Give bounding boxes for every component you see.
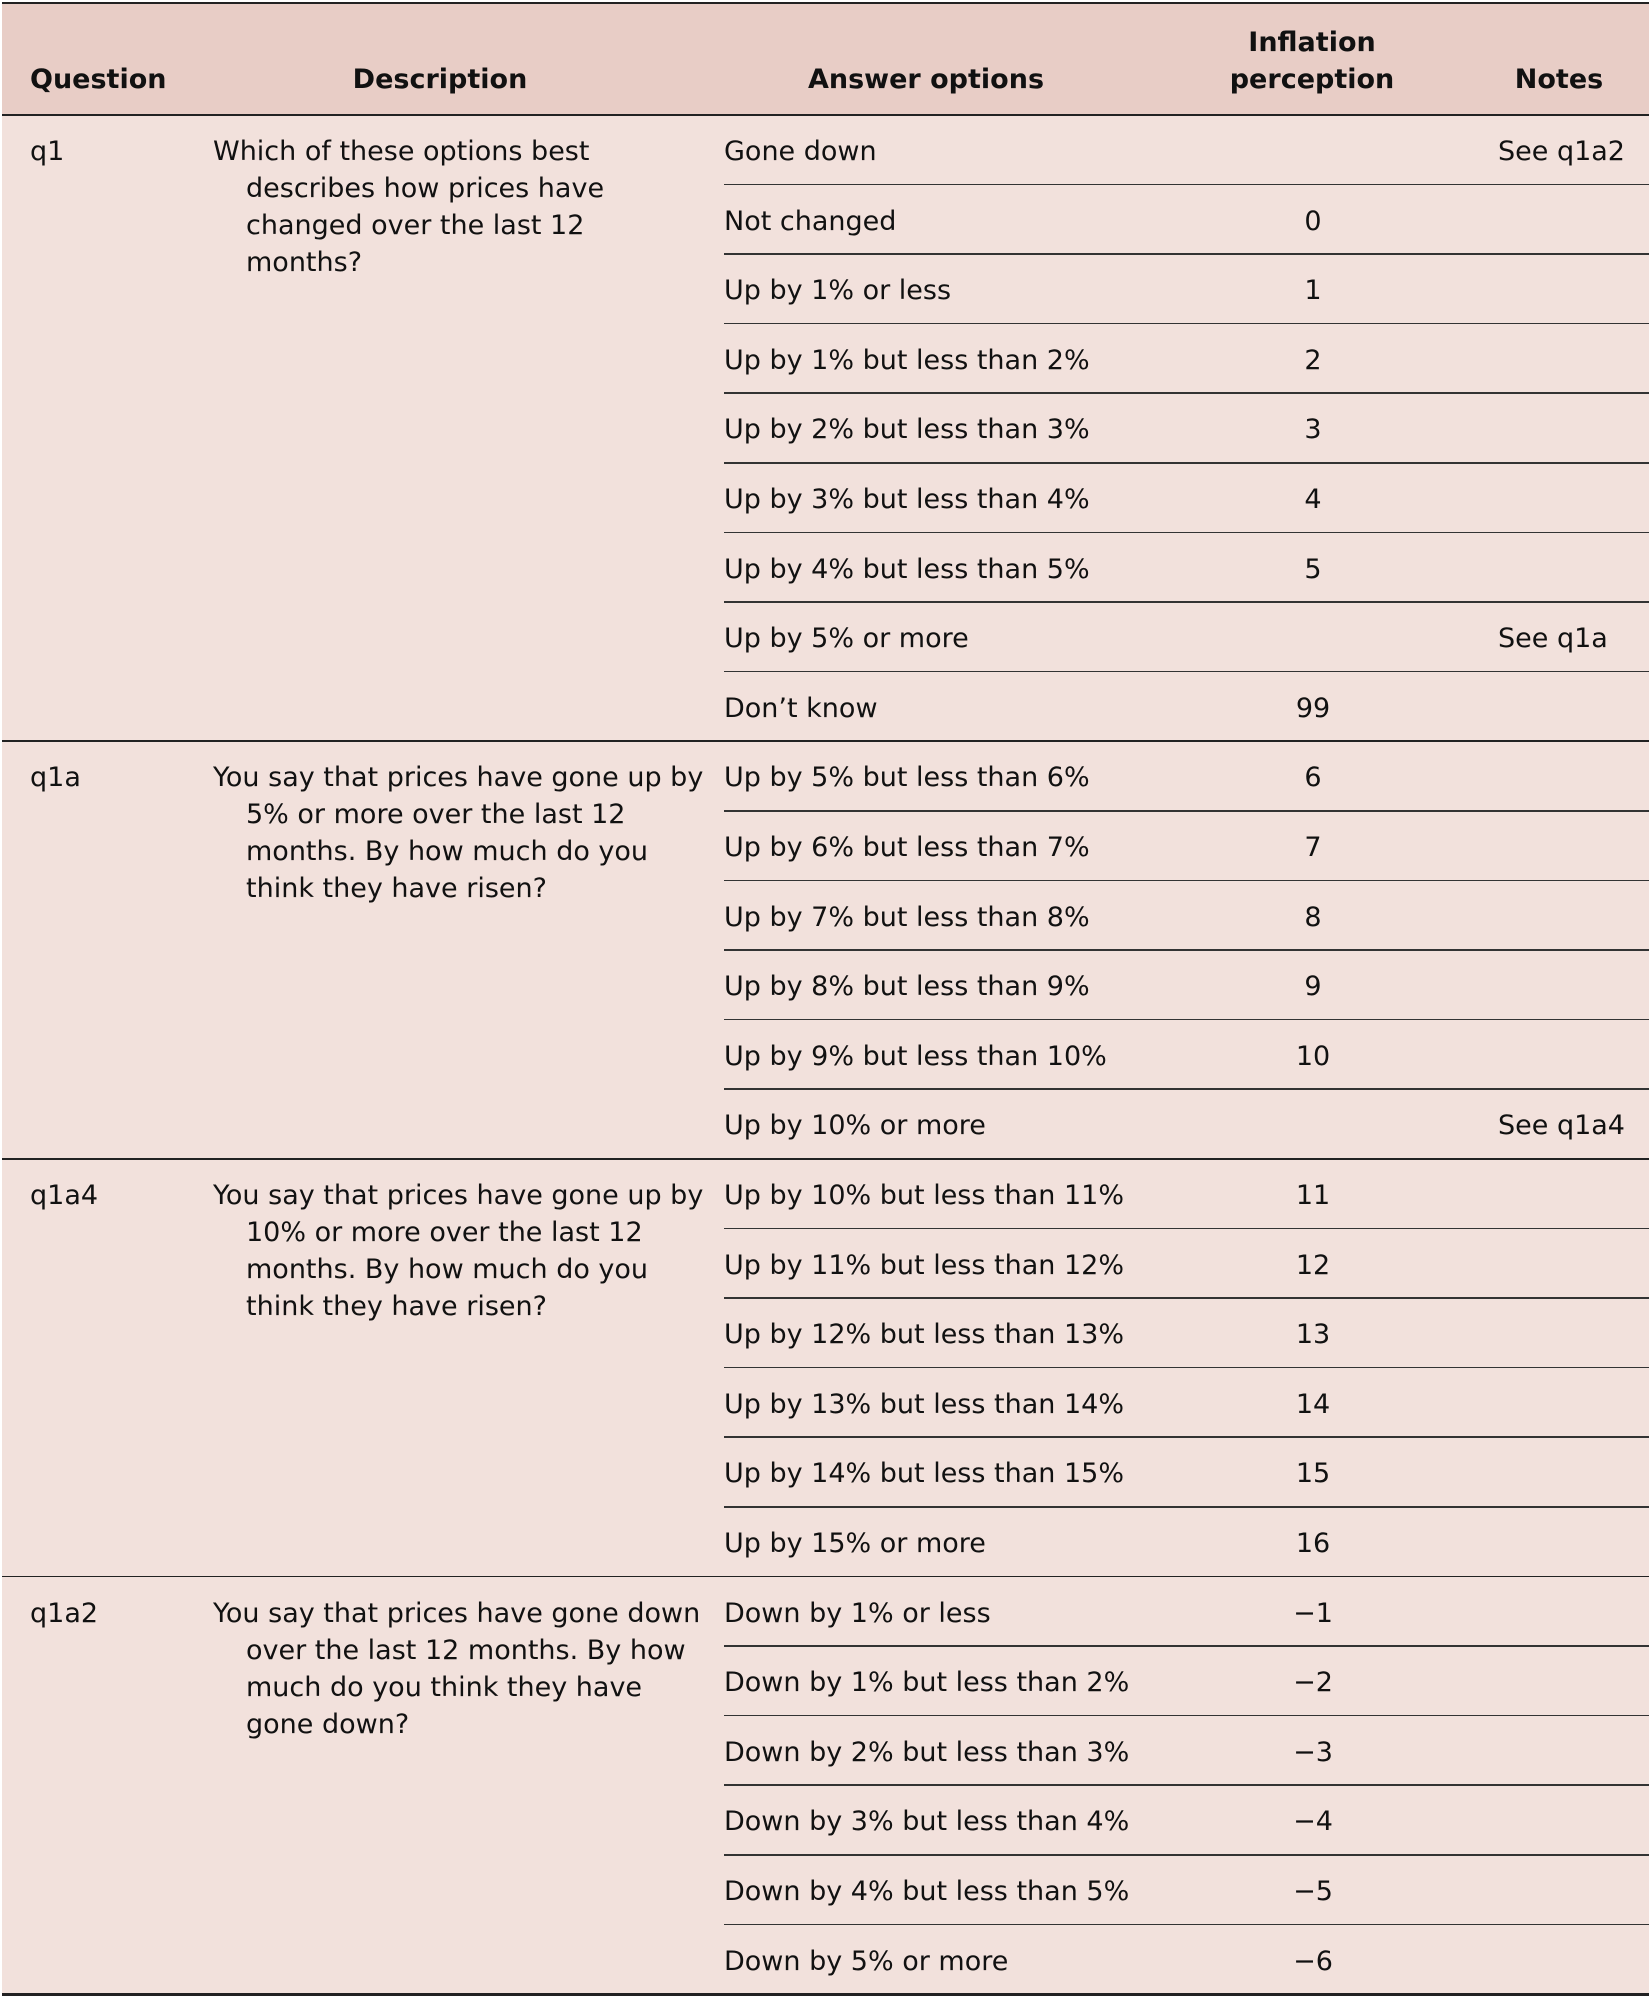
answer-option: Up by 3% but less than 4% <box>724 484 1090 515</box>
row-divider <box>724 1297 1649 1299</box>
answer-option: Up by 13% but less than 14% <box>724 1388 1124 1420</box>
inflation-value: 11 <box>1295 1180 1331 1211</box>
inflation-value: 4 <box>1304 484 1322 515</box>
inflation-value: 0 <box>1304 205 1322 237</box>
row-divider <box>724 1924 1649 1926</box>
inflation-value: 8 <box>1304 901 1322 933</box>
header-answer-options: Answer options <box>807 64 1045 95</box>
answer-option: Up by 5% but less than 6% <box>724 762 1090 794</box>
row-divider <box>724 1367 1649 1369</box>
inflation-value: 3 <box>1304 414 1322 446</box>
inflation-value: 1 <box>1304 275 1322 307</box>
answer-option: Up by 10% or more <box>724 1110 986 1142</box>
answer-option: Up by 10% but less than 11% <box>724 1180 1124 1211</box>
row-divider <box>724 323 1649 325</box>
table-header <box>2 2 1649 114</box>
answer-option: Don’t know <box>724 692 878 724</box>
answer-option: Down by 5% or more <box>724 1945 1009 1977</box>
row-divider <box>724 532 1649 534</box>
row-divider <box>724 671 1649 673</box>
answer-option: Not changed <box>724 205 897 237</box>
inflation-value: 12 <box>1295 1249 1331 1281</box>
answer-option: Down by 1% or less <box>724 1597 991 1629</box>
inflation-value: 15 <box>1295 1458 1331 1490</box>
group-divider <box>2 1576 1649 1578</box>
inflation-value: −5 <box>1293 1876 1333 1907</box>
header-notes: Notes <box>1514 64 1604 95</box>
row-divider <box>724 949 1649 951</box>
row-divider <box>724 184 1649 186</box>
answer-option: Up by 8% but less than 9% <box>724 971 1090 1003</box>
inflation-value: −3 <box>1293 1736 1333 1768</box>
row-divider <box>724 1088 1649 1090</box>
row-divider <box>724 1715 1649 1717</box>
inflation-value: −1 <box>1293 1597 1333 1629</box>
question-id: q1a <box>30 762 81 794</box>
inflation-value: 7 <box>1304 832 1322 863</box>
inflation-value: 14 <box>1295 1388 1331 1420</box>
inflation-value: 6 <box>1304 762 1322 794</box>
inflation-value: 13 <box>1295 1319 1331 1351</box>
inflation-value: 99 <box>1295 692 1331 724</box>
top-rule <box>2 2 1649 4</box>
row-divider <box>724 253 1649 255</box>
row-divider <box>724 392 1649 394</box>
answer-option: Down by 4% but less than 5% <box>724 1876 1130 1907</box>
row-divider <box>724 1645 1649 1647</box>
inflation-value: −2 <box>1293 1667 1333 1699</box>
inflation-value: −6 <box>1293 1945 1333 1977</box>
header-question: Question <box>30 64 167 95</box>
question-id: q1a4 <box>30 1180 99 1211</box>
row-divider <box>724 1854 1649 1856</box>
row-divider <box>724 1436 1649 1438</box>
answer-option: Down by 3% but less than 4% <box>724 1806 1130 1838</box>
answer-option: Up by 12% but less than 13% <box>724 1319 1124 1351</box>
answer-option: Up by 14% but less than 15% <box>724 1458 1124 1490</box>
answer-option: Up by 6% but less than 7% <box>724 832 1090 863</box>
question-description: You say that prices have gone up by 5% or more over the last 12 months. By how much do you think they have risen? <box>213 762 704 905</box>
answer-option: Up by 4% but less than 5% <box>724 553 1090 585</box>
header-inflation-perception: Inflation perception <box>1229 27 1395 95</box>
group-divider <box>2 740 1649 742</box>
question-description: Which of these options best describes how prices have changed over the last 12 months? <box>213 136 605 278</box>
answer-option: Down by 1% but less than 2% <box>724 1667 1130 1699</box>
group-divider <box>2 1158 1649 1160</box>
note: See q1a2 <box>1498 136 1625 167</box>
row-divider <box>724 1228 1649 1230</box>
question-id: q1 <box>30 136 65 167</box>
answer-option: Down by 2% but less than 3% <box>724 1736 1130 1768</box>
answer-option: Up by 7% but less than 8% <box>724 901 1090 933</box>
inflation-value: 5 <box>1304 553 1322 585</box>
row-divider <box>724 1506 1649 1508</box>
row-divider <box>724 1019 1649 1021</box>
answer-option: Up by 1% but less than 2% <box>724 344 1090 376</box>
question-id: q1a2 <box>30 1597 99 1629</box>
answer-option: Up by 15% or more <box>724 1528 986 1559</box>
inflation-value: 16 <box>1295 1528 1331 1559</box>
survey-table <box>2 2 1649 1996</box>
inflation-value: 10 <box>1295 1040 1331 1072</box>
row-divider <box>724 810 1649 812</box>
row-divider <box>724 1784 1649 1786</box>
answer-option: Up by 1% or less <box>724 275 952 307</box>
note: See q1a4 <box>1498 1110 1625 1142</box>
answer-option: Gone down <box>724 136 877 167</box>
note: See q1a <box>1498 623 1608 655</box>
inflation-value: −4 <box>1293 1806 1333 1838</box>
inflation-value: 2 <box>1304 344 1322 376</box>
row-divider <box>724 601 1649 603</box>
header-description: Description <box>352 64 528 95</box>
answer-option: Up by 2% but less than 3% <box>724 414 1090 446</box>
answer-option: Up by 5% or more <box>724 623 969 655</box>
question-description: You say that prices have gone up by 10% or more over the last 12 months. By how much do you think they have risen? <box>213 1180 704 1322</box>
row-divider <box>724 880 1649 882</box>
answer-option: Up by 9% but less than 10% <box>724 1040 1107 1072</box>
inflation-value: 9 <box>1304 971 1322 1003</box>
row-divider <box>724 462 1649 464</box>
answer-option: Up by 11% but less than 12% <box>724 1249 1124 1281</box>
question-description: You say that prices have gone down over the last 12 months. By how much do you think they have gone down? <box>213 1597 701 1740</box>
bottom-rule <box>2 1994 1649 1996</box>
header-rule <box>2 114 1649 116</box>
